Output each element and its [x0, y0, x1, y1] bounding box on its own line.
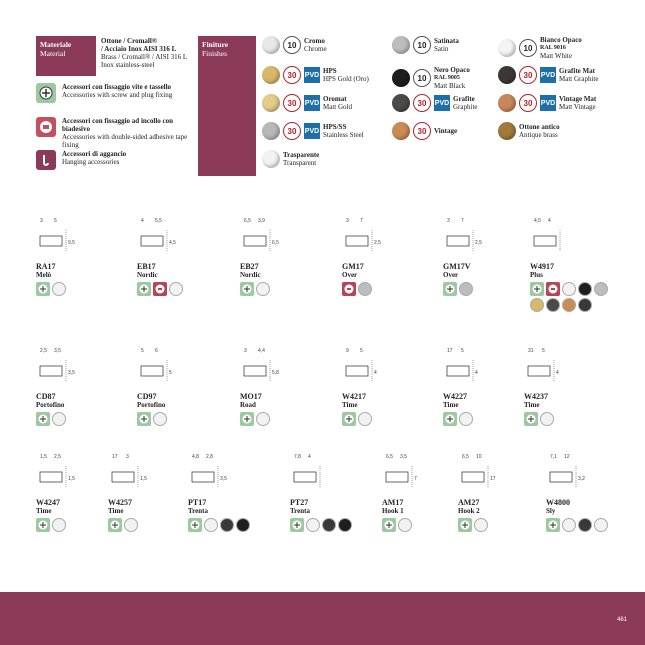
- product-code: AM17: [382, 498, 404, 507]
- finish-name: Cromo: [304, 37, 325, 45]
- product-w4800[interactable]: [546, 448, 636, 532]
- finishes-title-it: Finiture: [202, 40, 229, 49]
- warranty-badge-icon: 10: [413, 36, 431, 54]
- product-drawing: [240, 212, 330, 262]
- screw-plug-icon: [36, 518, 50, 532]
- dimension-label: 5: [141, 348, 144, 354]
- finish-swatch: [530, 298, 544, 312]
- finish-swatch: [306, 518, 320, 532]
- dimension-label: 7: [461, 218, 464, 224]
- product-w4917[interactable]: [530, 212, 620, 312]
- product-icons: [342, 412, 422, 426]
- dimension-label: 3,5: [68, 370, 75, 376]
- product-pt17[interactable]: [188, 448, 278, 532]
- screw-plug-icon: [36, 412, 50, 426]
- product-drawing: [443, 212, 533, 262]
- product-drawing: [524, 342, 614, 392]
- dimension-label: 2,5: [54, 454, 61, 460]
- finish-swatch: [262, 66, 280, 84]
- finish-swatch: [52, 518, 66, 532]
- finish-ral: RAL 9016: [540, 45, 566, 51]
- product-drawing: [342, 342, 432, 392]
- product-icons: [36, 518, 116, 532]
- finish-name-en: Stainless Steel: [323, 131, 364, 139]
- dimension-label: 3: [126, 454, 129, 460]
- dimension-label: 6,5: [272, 240, 279, 246]
- product-drawing: [530, 212, 620, 262]
- finish-name: HPS: [323, 67, 337, 75]
- finish-name-en: Matt White: [540, 52, 572, 60]
- finish-swatch: [594, 282, 608, 296]
- finish-name-en: Chrome: [304, 45, 327, 53]
- dimension-label: 4,5: [169, 240, 176, 246]
- finish-swatch: [398, 518, 412, 532]
- product-cd87[interactable]: [36, 342, 126, 426]
- dimension-label: 7,1: [550, 454, 557, 460]
- finish-swatch: [578, 518, 592, 532]
- adhesive-tape-icon: [342, 282, 356, 296]
- product-icons: [382, 518, 462, 532]
- technical-drawing-icon: [290, 462, 360, 496]
- finish-swatch: [338, 518, 352, 532]
- finish-swatch: [498, 39, 516, 57]
- finish-name: HPS/SS: [323, 123, 347, 131]
- dimension-label: 6,5: [462, 454, 469, 460]
- dimension-label: 5,5: [155, 218, 162, 224]
- product-icons: [188, 518, 268, 532]
- product-icons: [443, 412, 523, 426]
- dimension-label: 10: [476, 454, 482, 460]
- product-ra17[interactable]: [36, 212, 126, 296]
- pvd-icon: PVD: [304, 95, 320, 111]
- finish-2: [262, 66, 369, 84]
- dimension-label: 3,9: [258, 218, 265, 224]
- dimension-label: 5,8: [272, 370, 279, 376]
- dimension-label: 2,5: [475, 240, 482, 246]
- finish-4: [262, 122, 364, 140]
- product-mo17[interactable]: [240, 342, 330, 426]
- pvd-icon: PVD: [304, 123, 320, 139]
- dimension-label: 4: [548, 218, 551, 224]
- product-name: Time: [342, 401, 358, 409]
- product-cd97[interactable]: [137, 342, 227, 426]
- product-name: Road: [240, 401, 256, 409]
- product-code: EB27: [240, 262, 259, 271]
- technical-drawing-icon: [137, 356, 207, 390]
- accessory-adhesive: Accessori con fissaggio ad incollo con biadesivo Accessories with double-sided adhesive tape fixing: [36, 117, 202, 149]
- product-name: Trenta: [188, 507, 208, 515]
- product-pt27[interactable]: [290, 448, 380, 532]
- pvd-icon: PVD: [540, 95, 556, 111]
- warranty-badge-icon: 10: [519, 39, 537, 57]
- product-name: Over: [443, 271, 459, 279]
- dimension-label: 4,4: [258, 348, 265, 354]
- screw-plug-icon: [290, 518, 304, 532]
- finish-swatch: [52, 282, 66, 296]
- dimension-label: 17: [112, 454, 118, 460]
- finish-swatch: [459, 412, 473, 426]
- product-drawing: [188, 448, 278, 498]
- adhesive-tape-icon: [153, 282, 167, 296]
- technical-drawing-icon: [443, 356, 513, 390]
- product-icons: [36, 282, 116, 296]
- finish-name: Vintage: [434, 127, 458, 135]
- finish-swatch: [459, 282, 473, 296]
- finish-swatch: [578, 298, 592, 312]
- finish-6: [392, 36, 459, 54]
- finish-8: [392, 94, 478, 112]
- dimension-label: 12: [564, 454, 570, 460]
- product-icons: [342, 282, 422, 296]
- dimension-label: 6,5: [244, 218, 251, 224]
- page-number: 461: [616, 617, 627, 623]
- product-name: Sly: [546, 507, 556, 515]
- finish-swatch: [204, 518, 218, 532]
- product-code: W4237: [524, 392, 548, 401]
- warranty-badge-icon: 30: [283, 122, 301, 140]
- dimension-label: 4: [475, 370, 478, 376]
- product-code: W4257: [108, 498, 132, 507]
- warranty-badge-icon: 10: [413, 69, 431, 87]
- pvd-icon: PVD: [434, 95, 450, 111]
- warranty-badge-icon: 30: [413, 94, 431, 112]
- finish-name-en: HPS Gold (Oro): [323, 75, 369, 83]
- dimension-label: 4: [141, 218, 144, 224]
- dimension-label: 9: [346, 348, 349, 354]
- product-eb27[interactable]: [240, 212, 330, 296]
- product-drawing: [36, 212, 126, 262]
- dimension-label: 5: [169, 370, 172, 376]
- dimension-label: 3: [40, 218, 43, 224]
- dimension-label: 5: [54, 218, 57, 224]
- product-drawing: [137, 342, 227, 392]
- warranty-badge-icon: 30: [519, 66, 537, 84]
- finish-name: Trasparente: [283, 151, 320, 159]
- screw-plug-icon: [458, 518, 472, 532]
- material-title-en: Material: [40, 49, 66, 58]
- product-drawing: [36, 342, 126, 392]
- product-name: Time: [443, 401, 459, 409]
- product-name: Trenta: [290, 507, 310, 515]
- finish-swatch: [52, 412, 66, 426]
- screw-plug-icon: [546, 518, 560, 532]
- finish-swatch: [392, 122, 410, 140]
- finish-swatch: [262, 36, 280, 54]
- finish-swatch: [358, 412, 372, 426]
- product-name: Nordic: [240, 271, 261, 279]
- dimension-label: 3: [447, 218, 450, 224]
- product-drawing: [108, 448, 198, 498]
- screw-plug-icon: [137, 282, 151, 296]
- product-icons: [524, 412, 604, 426]
- product-drawing: [458, 448, 548, 498]
- screw-plug-icon: [188, 518, 202, 532]
- product-name: Plus: [530, 271, 543, 279]
- product-drawing: [342, 212, 432, 262]
- finishes-title-en: Finishes: [202, 49, 228, 58]
- finish-swatch: [236, 518, 250, 532]
- product-drawing: [290, 448, 380, 498]
- product-code: PT27: [290, 498, 309, 507]
- product-icons: [290, 518, 370, 532]
- material-title-it: Materiale: [40, 40, 72, 49]
- finish-swatch: [562, 282, 576, 296]
- warranty-badge-icon: 30: [519, 94, 537, 112]
- technical-drawing-icon: [342, 356, 412, 390]
- accessory-hanging: Accessori di aggancio Hanging accessories: [36, 150, 202, 170]
- screw-plug-icon: [530, 282, 544, 296]
- product-code: W4247: [36, 498, 60, 507]
- dimension-label: 3,2: [578, 476, 585, 482]
- finish-3: [262, 94, 352, 112]
- hanging-icon: [36, 150, 56, 170]
- accessory-screw: Accessori con fissaggio vite e tassello Accessories with screw and plug fixing: [36, 83, 202, 103]
- dimension-label: 2,5: [40, 348, 47, 354]
- dimension-label: 4,5: [534, 218, 541, 224]
- dimension-label: 7: [414, 476, 417, 482]
- product-code: CD87: [36, 392, 56, 401]
- screw-plug-icon: [108, 518, 122, 532]
- dimension-label: 5: [360, 348, 363, 354]
- technical-drawing-icon: [382, 462, 452, 496]
- dimension-label: 6: [155, 348, 158, 354]
- dimension-label: 31: [528, 348, 534, 354]
- finish-name: Satinata: [434, 37, 459, 45]
- finish-7: [392, 66, 470, 90]
- finish-swatch: [220, 518, 234, 532]
- product-code: AM27: [458, 498, 480, 507]
- finishes-header: [198, 36, 256, 176]
- finish-name-en: Matt Vintage: [559, 103, 596, 111]
- finish-10: [498, 36, 582, 60]
- dimension-label: 7,8: [294, 454, 301, 460]
- finish-name-en: Satin: [434, 45, 449, 53]
- material-header: [36, 36, 96, 76]
- finish-swatch: [546, 298, 560, 312]
- finish-swatch: [256, 412, 270, 426]
- finish-swatch: [540, 412, 554, 426]
- dimension-label: 1,5: [68, 476, 75, 482]
- finish-name: Vintage Mat: [559, 95, 597, 103]
- finish-name-en: Matt Gold: [323, 103, 352, 111]
- screw-plug-icon: [342, 412, 356, 426]
- product-code: RA17: [36, 262, 56, 271]
- product-code: PT17: [188, 498, 207, 507]
- material-description: Ottone / Cromall® / Acciaio Inox AISI 316 L Brass / Cromall® / AISI 316 L Inox stainless-steel: [101, 37, 188, 69]
- finish-swatch: [578, 282, 592, 296]
- product-eb17[interactable]: [137, 212, 227, 296]
- adhesive-tape-icon: [546, 282, 560, 296]
- product-name: Over: [342, 271, 358, 279]
- product-drawing: [240, 342, 330, 392]
- technical-drawing-icon: [530, 226, 600, 260]
- dimension-label: 3: [244, 348, 247, 354]
- dimension-label: 4,8: [192, 454, 199, 460]
- product-code: GM17V: [443, 262, 471, 271]
- finish-name: Oromat: [323, 95, 347, 103]
- screw-plug-icon: [137, 412, 151, 426]
- dimension-label: 17: [490, 476, 496, 482]
- product-code: CD97: [137, 392, 157, 401]
- dimension-label: 3,5: [220, 476, 227, 482]
- dimension-label: 2,5: [374, 240, 381, 246]
- product-icons: [36, 412, 116, 426]
- finish-name: Bianco Opaco: [540, 36, 582, 44]
- product-name: Melò: [36, 271, 52, 279]
- dimension-label: 5: [542, 348, 545, 354]
- product-name: Time: [36, 507, 52, 515]
- finish-11: [498, 66, 598, 84]
- finish-name-en: Antique brass: [519, 131, 558, 139]
- finish-name: Ottone antico: [519, 123, 560, 131]
- product-icons: [443, 282, 523, 296]
- product-code: W4227: [443, 392, 467, 401]
- product-name: Time: [524, 401, 540, 409]
- product-code: W4917: [530, 262, 554, 271]
- product-gm17[interactable]: [342, 212, 432, 296]
- finish-swatch: [498, 94, 516, 112]
- product-code: GM17: [342, 262, 364, 271]
- finish-swatch: [392, 94, 410, 112]
- product-icons: [108, 518, 188, 532]
- finish-swatch: [322, 518, 336, 532]
- finish-swatch: [392, 69, 410, 87]
- finish-swatch: [169, 282, 183, 296]
- finish-9: [392, 122, 457, 140]
- warranty-badge-icon: 30: [283, 94, 301, 112]
- screw-plug-icon: [36, 282, 50, 296]
- finish-swatch: [262, 122, 280, 140]
- warranty-badge-icon: 30: [283, 66, 301, 84]
- finish-name-en: Matt Black: [434, 82, 466, 90]
- product-am27[interactable]: [458, 448, 548, 532]
- finish-name: Grafite Mat: [559, 67, 595, 75]
- product-name: Portofino: [137, 401, 166, 409]
- dimension-label: 4: [308, 454, 311, 460]
- product-icons: [530, 282, 610, 312]
- finish-swatch: [153, 412, 167, 426]
- product-code: W4800: [546, 498, 570, 507]
- finish-swatch: [562, 518, 576, 532]
- pvd-icon: PVD: [304, 67, 320, 83]
- product-drawing: [443, 342, 533, 392]
- finish-12: [498, 94, 596, 112]
- finish-name-en: Matt Graphite: [559, 75, 599, 83]
- finish-swatch: [358, 282, 372, 296]
- product-w4237[interactable]: [524, 342, 614, 426]
- adhesive-tape-icon: [36, 117, 56, 137]
- dimension-label: 5: [461, 348, 464, 354]
- finish-swatch: [256, 282, 270, 296]
- product-w4217[interactable]: [342, 342, 432, 426]
- finish-5: [262, 150, 319, 168]
- finish-name: Grafite: [453, 95, 475, 103]
- finish-swatch: [124, 518, 138, 532]
- footer-band: [0, 592, 645, 645]
- screw-plug-icon: [382, 518, 396, 532]
- product-name: Hook 1: [382, 507, 404, 515]
- finish-swatch: [392, 36, 410, 54]
- finish-swatch: [594, 518, 608, 532]
- screw-plug-icon: [240, 282, 254, 296]
- product-code: W4217: [342, 392, 366, 401]
- product-icons: [458, 518, 538, 532]
- finish-name-en: Graphite: [453, 103, 478, 111]
- dimension-label: 9,5: [68, 240, 75, 246]
- product-name: Hook 2: [458, 507, 480, 515]
- product-icons: [240, 412, 320, 426]
- screw-plug-icon: [240, 412, 254, 426]
- product-code: MO17: [240, 392, 262, 401]
- product-name: Portofino: [36, 401, 65, 409]
- dimension-label: 1,5: [40, 454, 47, 460]
- finish-swatch: [498, 122, 516, 140]
- product-drawing: [137, 212, 227, 262]
- dimension-label: 3: [346, 218, 349, 224]
- finish-13: [498, 122, 560, 140]
- technical-drawing-icon: [524, 356, 594, 390]
- product-icons: [137, 412, 217, 426]
- dimension-label: 3,5: [54, 348, 61, 354]
- product-icons: [546, 518, 626, 532]
- screw-plug-icon: [524, 412, 538, 426]
- dimension-label: 4: [556, 370, 559, 376]
- finish-ral: RAL 9005: [434, 75, 460, 81]
- screw-plug-icon: [443, 412, 457, 426]
- product-drawing: [546, 448, 636, 498]
- dimension-label: 4: [374, 370, 377, 376]
- pvd-icon: PVD: [540, 67, 556, 83]
- dimension-label: 2,8: [206, 454, 213, 460]
- dimension-label: 17: [447, 348, 453, 354]
- dimension-label: 7: [360, 218, 363, 224]
- product-w4257[interactable]: [108, 448, 198, 532]
- finish-name-en: Transparent: [283, 159, 317, 167]
- product-icons: [137, 282, 217, 296]
- dimension-label: 3,5: [400, 454, 407, 460]
- product-code: EB17: [137, 262, 156, 271]
- finish-swatch: [262, 94, 280, 112]
- product-w4227[interactable]: [443, 342, 533, 426]
- warranty-badge-icon: 10: [283, 36, 301, 54]
- product-name: Nordic: [137, 271, 158, 279]
- product-name: Time: [108, 507, 124, 515]
- dimension-label: 6,5: [386, 454, 393, 460]
- finish-swatch: [562, 298, 576, 312]
- finish-swatch: [474, 518, 488, 532]
- screw-plug-icon: [443, 282, 457, 296]
- finish-swatch: [262, 150, 280, 168]
- finish-swatch: [498, 66, 516, 84]
- screw-plug-icon: [36, 83, 56, 103]
- warranty-badge-icon: 30: [413, 122, 431, 140]
- finish-name: Nero Opaco: [434, 66, 470, 74]
- product-gm17v[interactable]: [443, 212, 533, 296]
- finish-1: [262, 36, 327, 54]
- dimension-label: 1,5: [140, 476, 147, 482]
- product-icons: [240, 282, 320, 296]
